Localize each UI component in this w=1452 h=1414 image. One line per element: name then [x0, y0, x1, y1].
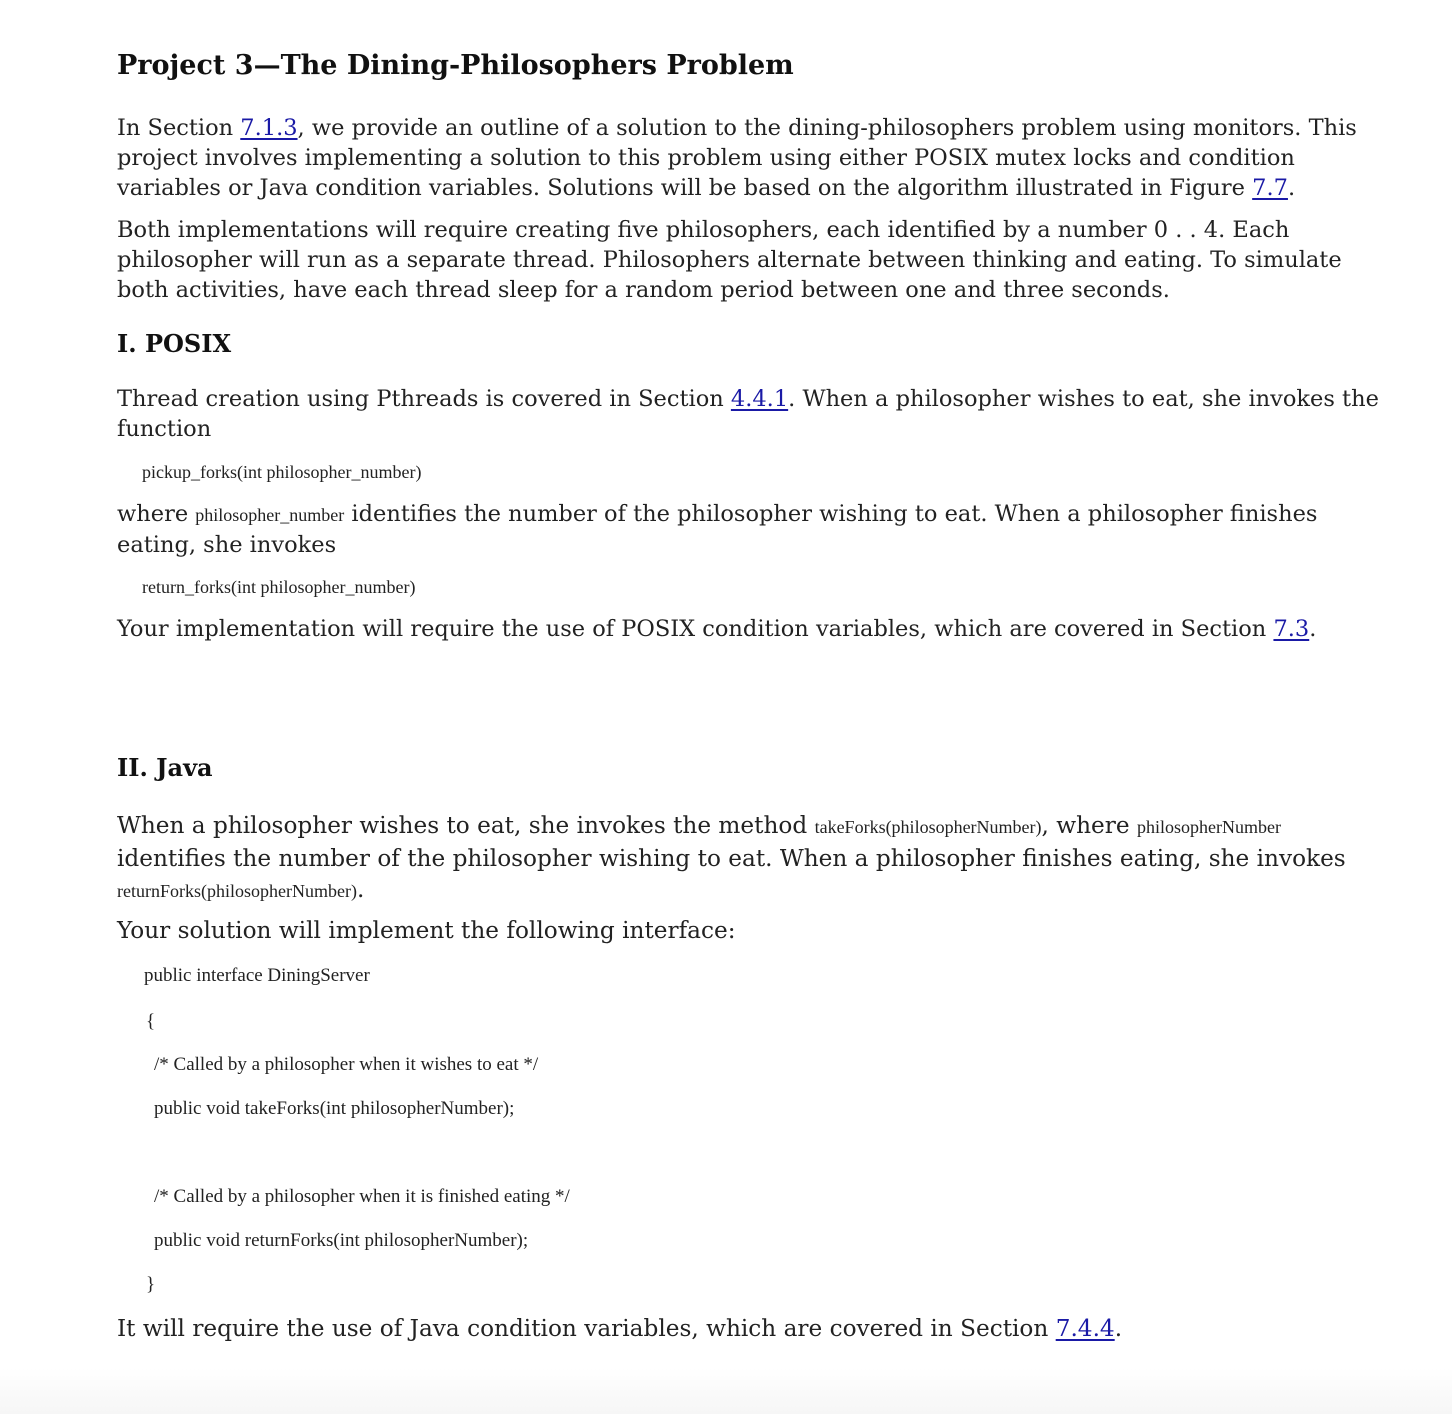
intro-paragraph-1	[117, 113, 1357, 203]
section-link-7-3[interactable]: 7.3	[1273, 616, 1310, 642]
posix-paragraph-3: Your implementation will require the use of POSIX condition variables, which are covered in Section 7.3.	[117, 616, 1317, 642]
code-line: public void returnForks(int philosopherNumber);	[154, 1230, 529, 1251]
java-paragraph-1: When a philosopher wishes to eat, she invokes the method takeForks(philosopherNumber), where philosopherNumber identifies the number of the philosopher wishing to eat. When a philosopher finishes eating, she invokes returnForks(philosopherNumber).	[117, 812, 1346, 903]
code-line: /* Called by a philosopher when it wishes to eat */	[154, 1054, 539, 1075]
java-paragraph-3: It will require the use of Java condition variables, which are covered in Section 7.4.4.	[117, 1315, 1123, 1342]
figure-link-7-7[interactable]: 7.7	[1252, 175, 1288, 201]
inline-code-return-forks: returnForks(philosopherNumber)	[117, 881, 357, 901]
code-line: }	[146, 1274, 156, 1295]
intro-paragraph-2: Both implementations will require creating five philosophers, each identified by a number 0 . . 4. Each philosopher will run as a separate thread. Philosophers alternate between thinking and eating. To simulate both activities, have each thread sleep for a random period between one and three seconds.	[117, 217, 1342, 303]
intro-p1-line-1: In Section 7.1.3, we provide an outline of a solution to the dining-philosophers problem using monitors. This	[117, 115, 1357, 141]
code-line: /* Called by a philosopher when it is finished eating */	[154, 1186, 570, 1207]
code-line: {	[146, 1011, 156, 1032]
posix-heading: I. POSIX	[117, 329, 232, 358]
posix-paragraph-2: where philosopher_number identifies the number of the philosopher wishing to eat. When a philosopher finishes eating, she invokes	[117, 501, 1318, 558]
inline-code-philosopher-number-java: philosopherNumber	[1136, 817, 1281, 837]
page-title: Project 3—The Dining-Philosophers Problem	[117, 50, 794, 81]
inline-code-philosopher-number: philosopher_number	[195, 505, 345, 525]
posix-code-return-forks: return_forks(int philosopher_number)	[142, 577, 416, 597]
posix-paragraph-1: Thread creation using Pthreads is covered in Section 4.4.1. When a philosopher wishes to eat, she invokes the function	[117, 386, 1379, 442]
intro-p1-line-3: variables or Java condition variables. Solutions will be based on the algorithm illustrated in Figure 7.7.	[117, 175, 1296, 201]
page-bottom-shadow	[0, 1368, 1452, 1414]
java-heading: II. Java	[117, 753, 213, 782]
section-link-7-1-3[interactable]: 7.1.3	[240, 115, 298, 141]
section-link-7-4-4[interactable]: 7.4.4	[1055, 1315, 1115, 1342]
java-paragraph-2: Your solution will implement the following interface:	[117, 917, 736, 944]
code-line: public interface DiningServer	[144, 965, 370, 986]
code-line: public void takeForks(int philosopherNumber);	[154, 1098, 515, 1119]
intro-p1-line-2: project involves implementing a solution to this problem using either POSIX mutex locks and condition	[117, 145, 1295, 171]
inline-code-take-forks: takeForks(philosopherNumber)	[814, 817, 1042, 837]
section-link-4-4-1[interactable]: 4.4.1	[730, 386, 789, 412]
posix-code-pickup-forks: pickup_forks(int philosopher_number)	[142, 462, 422, 482]
